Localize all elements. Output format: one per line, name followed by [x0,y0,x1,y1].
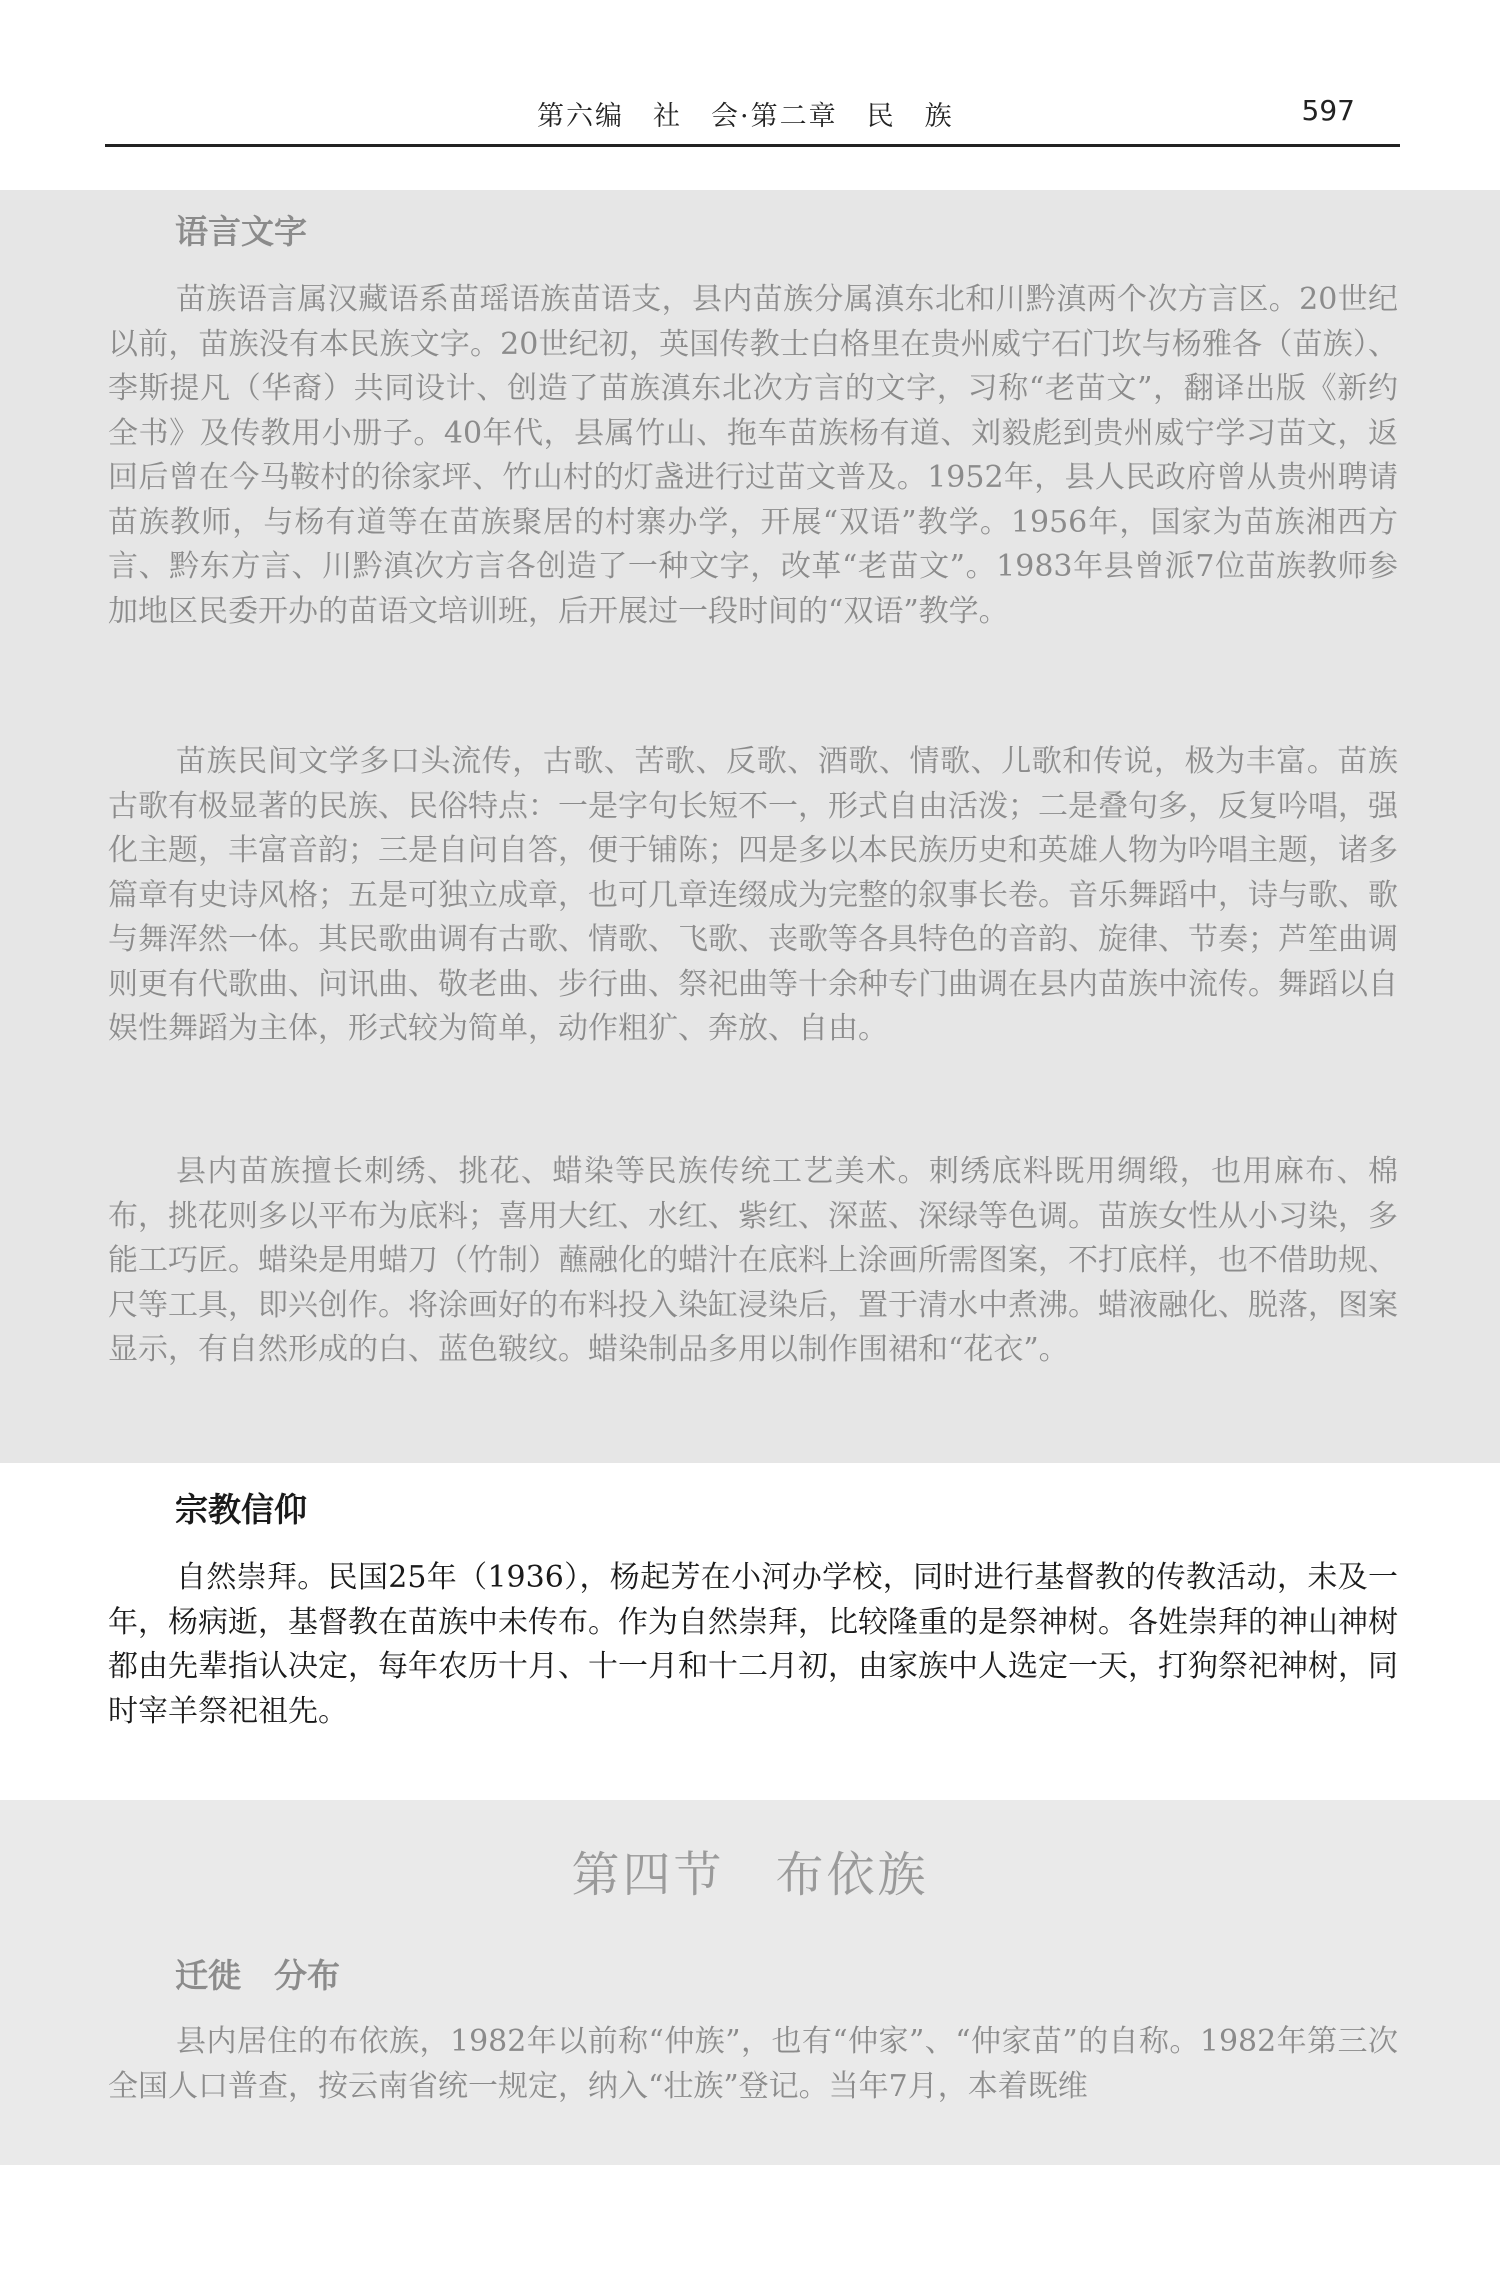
running-header [105,88,1400,147]
heading-language: 语言文字 [175,212,307,251]
paragraph-language-3: 县内苗族擅长刺绣、挑花、蜡染等民族传统工艺美术。刺绣底料既用绸缎，也用麻布、棉布，挑花则多以平布为底料；喜用大红、水红、紫红、深蓝、深绿等色调。苗族女性从小习染，多能工巧匠。蜡染是用蜡刀（竹制）蘸融化的蜡汁在底料上涂画所需图案，不打底样，也不借助规、尺等工具，即兴创作。将涂画好的布料投入染缸浸染后，置于清水中煮沸。蜡液融化、脱落，图案显示，有自然形成的白、蓝色皲纹。蜡染制品多用以制作围裙和“花衣”。 [108,1154,1398,1367]
section-title: 第四节 布依族 [571,1847,929,1903]
heading-religion: 宗教信仰 [175,1490,307,1529]
paragraph-language-2: 苗族民间文学多口头流传，古歌、苦歌、反歌、酒歌、情歌、儿歌和传说，极为丰富。苗族古歌有极显著的民族、民俗特点：一是字句长短不一，形式自由活泼；二是叠句多，反复吟唱，强化主题，丰富音韵；三是自问自答，便于铺陈；四是多以本民族历史和英雄人物为吟唱主题，诸多篇章有史诗风格；五是可独立成章，也可几章连缀成为完整的叙事长卷。音乐舞蹈中，诗与歌、歌与舞浑然一体。其民歌曲调有古歌、情歌、飞歌、丧歌等各具特色的音韵、旋律、节奏；芦笙曲调则更有代歌曲、问讯曲、敬老曲、步行曲、祭祀曲等十余种专门曲调在县内苗族中流传。舞蹈以自娱性舞蹈为主体，形式较为简单，动作粗犷、奔放、自由。 [108,744,1398,1046]
heading-migration: 迁徙 分布 [175,1956,340,1995]
paragraph-language-1: 苗族语言属汉藏语系苗瑶语族苗语支，县内苗族分属滇东北和川黔滇两个次方言区。20世纪以前，苗族没有本民族文字。20世纪初，英国传教士白格里在贵州威宁石门坎与杨雅各（苗族）、李斯提凡（华裔）共同设计、创造了苗族滇东北次方言的文字，习称“老苗文”，翻译出版《新约全书》及传教用小册子。40年代，县属竹山、拖车苗族杨有道、刘毅彪到贵州威宁学习苗文，返回后曾在今马鞍村的徐家坪、竹山村的灯盏进行过苗文普及。1952年，县人民政府曾从贵州聘请苗族教师，与杨有道等在苗族聚居的村寨办学，开展“双语”教学。1956年，国家为苗族湘西方言、黔东方言、川黔滇次方言各创造了一种文字，改革“老苗文”。1983年县曾派7位苗族教师参加地区民委开办的苗语文培训班，后开展过一段时间的“双语”教学。 [108,282,1398,629]
chapter-title: 第六编 社 会·第二章 民 族 [537,101,954,132]
paragraph-buyi-1: 县内居住的布依族，1982年以前称“仲族”，也有“仲家”、“仲家苗”的自称。1982年第三次全国人口普查，按云南省统一规定，纳入“壮族”登记。当年7月，本着既维 [108,2024,1398,2104]
page-number: 597 [1301,94,1355,127]
paragraph-religion-1: 自然崇拜。民国25年（1936），杨起芳在小河办学校，同时进行基督教的传教活动，未及一年，杨病逝，基督教在苗族中未传布。作为自然崇拜，比较隆重的是祭神树。各姓崇拜的神山神树都由先辈指认决定，每年农历十月、十一月和十二月初，由家族中人选定一天，打狗祭祀神树，同时宰羊祭祀祖先。 [108,1560,1398,1729]
